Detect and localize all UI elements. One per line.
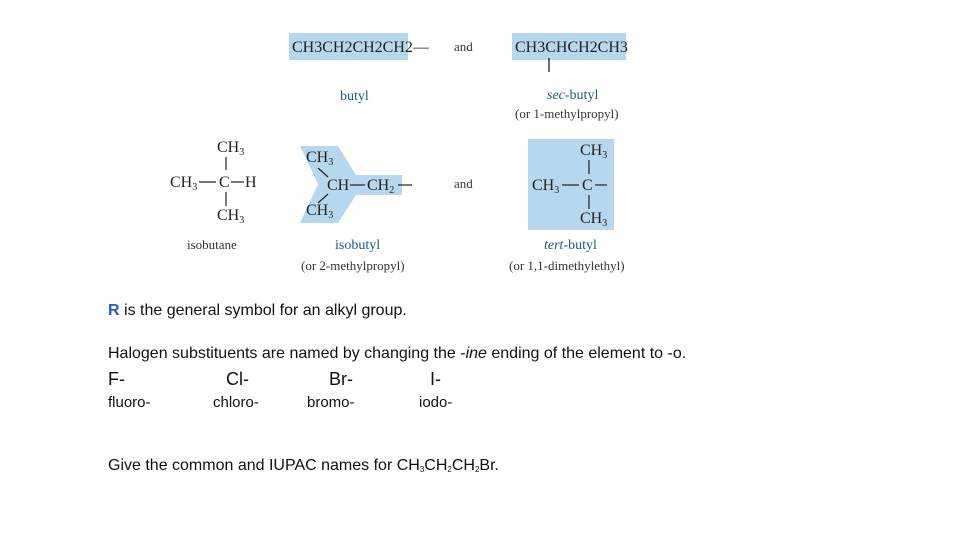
name-chloro: chloro- bbox=[213, 394, 259, 411]
r-definition bbox=[108, 302, 407, 320]
tertbutyl-top-ch3: CH3 bbox=[580, 142, 608, 161]
secbutyl-label bbox=[547, 88, 598, 103]
tertbutyl-prefix: tert bbox=[544, 238, 564, 253]
name-fluoro: fluoro- bbox=[108, 394, 151, 411]
question-mid-2: CH bbox=[451, 457, 475, 474]
tertbutyl-alt-name: (or 1,1-dimethylethyl) bbox=[509, 258, 625, 273]
name-iodo: iodo- bbox=[419, 394, 453, 411]
name-bromo: bromo- bbox=[307, 394, 355, 411]
halogen-br: Br- bbox=[329, 369, 353, 389]
question-start: Give the common and IUPAC names for CH bbox=[108, 457, 420, 474]
halogen-rule-italic: ine bbox=[465, 345, 487, 362]
tertbutyl-bottom-ch3: CH3 bbox=[580, 210, 608, 229]
r-sentence: is the general symbol for an alkyl group. bbox=[119, 302, 407, 319]
secbutyl-formula: CH3CHCH2CH3 bbox=[515, 39, 628, 56]
butyl-formula: CH3CH2CH2CH2— bbox=[292, 39, 429, 56]
and-label-1: and bbox=[454, 39, 473, 54]
isobutane-h: H bbox=[245, 174, 257, 191]
isobutane-bottom-ch3: CH3 bbox=[217, 207, 245, 226]
question-sub-1: 3 bbox=[419, 465, 425, 474]
isobutyl-ch: CH bbox=[327, 177, 350, 194]
halogen-f: F- bbox=[108, 369, 125, 389]
question-mid-1: CH bbox=[424, 457, 448, 474]
isobutyl-top-ch3: CH3 bbox=[306, 149, 334, 168]
question-prompt bbox=[108, 457, 499, 475]
isobutane-center-c: C bbox=[219, 174, 230, 191]
isobutyl-alt-name: (or 2-methylpropyl) bbox=[301, 258, 405, 273]
question-sub-2: 2 bbox=[447, 465, 452, 474]
tertbutyl-suffix: -butyl bbox=[563, 238, 597, 253]
tertbutyl-label bbox=[544, 238, 597, 253]
isobutane-top-ch3: CH3 bbox=[217, 139, 245, 158]
isobutane-label: isobutane bbox=[187, 237, 237, 252]
secbutyl-suffix: -butyl bbox=[564, 88, 599, 103]
isobutane-left-ch3: CH3 bbox=[170, 174, 198, 193]
halogen-rule bbox=[108, 345, 686, 363]
tertbutyl-left-ch3: CH3 bbox=[532, 177, 560, 196]
butyl-label: butyl bbox=[340, 89, 369, 104]
halogen-cl: Cl- bbox=[226, 369, 249, 389]
isobutyl-label: isobutyl bbox=[335, 238, 381, 253]
r-symbol: R bbox=[108, 302, 120, 319]
and-label-2: and bbox=[454, 176, 473, 191]
secbutyl-prefix: sec bbox=[547, 88, 565, 103]
question-sub-3: 2 bbox=[474, 465, 480, 474]
question-end: Br. bbox=[479, 457, 499, 474]
halogen-rule-start: Halogen substituents are named by changing the - bbox=[108, 345, 466, 362]
isobutyl-bottom-ch3: CH3 bbox=[306, 202, 334, 221]
tertbutyl-center-c: C bbox=[582, 177, 593, 194]
halogen-rule-end: ending of the element to -o. bbox=[486, 345, 687, 362]
secbutyl-alt-name: (or 1-methylpropyl) bbox=[515, 106, 619, 121]
isobutyl-ch2: CH2 bbox=[367, 177, 395, 196]
halogen-i: I- bbox=[430, 369, 441, 389]
